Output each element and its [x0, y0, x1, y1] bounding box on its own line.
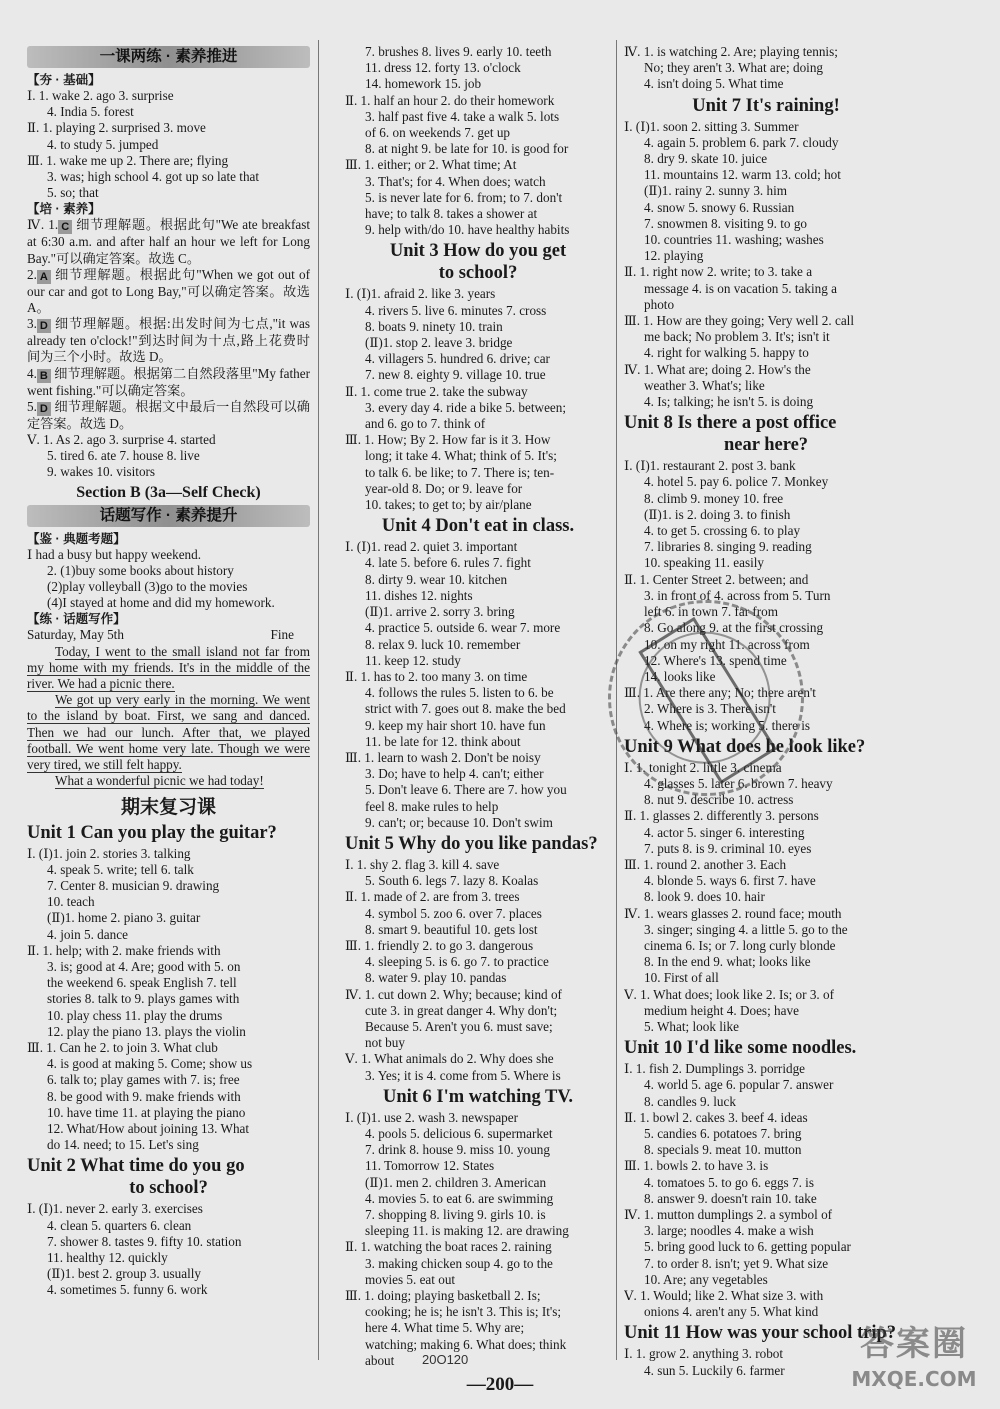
answer-line: 10. countries 11. washing; washes: [644, 232, 824, 248]
answer-line: Ⅲ. 1. wake me up 2. There are; flying: [27, 152, 229, 168]
answer-line: (Ⅱ)1. is 2. doing 3. to finish: [644, 506, 791, 522]
unit-3-title: Unit 3 How do you get: [389, 241, 567, 262]
answer-line: 3. in front of 4. across from 5. Turn: [644, 587, 831, 603]
unit-10-answers: [624, 1061, 908, 1320]
answer-line: Ⅱ. 1. watching the boat races 2. raining: [345, 1239, 552, 1255]
answer-line: of 6. on weekends 7. get up: [365, 125, 511, 141]
answer-line: Ⅴ. 1. As 2. ago 3. surprise 4. started: [27, 432, 216, 448]
answer-line: (Ⅱ)1. arrive 2. sorry 3. bring: [365, 604, 515, 620]
answer-line: 9. help with/do 10. have healthy habits: [365, 222, 570, 238]
answer-line: 10. speaking 11. easily: [644, 555, 765, 571]
unit-4-title: Unit 4 Don't eat in class.: [381, 516, 575, 537]
essay-text: We got up very early in the morning. We went to the island by boat. First, we sang and danced. Then we had our lunch. After that, we played football. We went home very late. Though we were very tired, we still felt happy.: [27, 692, 310, 773]
answer-line: 8. answer 9. doesn't rain 10. take: [644, 1190, 817, 1206]
answer-line: 5. bring good luck to 6. getting popular: [644, 1239, 851, 1255]
essay-text: What a wonderful picnic we had today!: [55, 773, 264, 789]
answer-line: medium height 4. Does; have: [644, 1002, 799, 1018]
answer-line: Ⅰ. 1. fish 2. Dumplings 3. porridge: [624, 1061, 806, 1077]
answer-line: 4. rivers 5. live 6. minutes 7. cross: [365, 302, 547, 318]
answer-line: Ⅳ. 1. is watching 2. Are; playing tennis;: [624, 44, 838, 59]
answer-line: stories 8. talk to 9. plays games with: [47, 991, 240, 1007]
answer-line: 4. snow 5. snowy 6. Russian: [644, 199, 795, 215]
answer-line: 11. healthy 12. quickly: [47, 1249, 168, 1265]
answer-line: Ⅰ. (Ⅰ)1. join 2. stories 3. talking: [27, 845, 191, 861]
answer-line: Ⅲ. 1. learn to wash 2. Don't be noisy: [345, 749, 541, 765]
review-title: 期末复习课: [120, 795, 216, 818]
answer-line: Ⅱ. 1. made of 2. are from 3. trees: [345, 889, 520, 905]
watermark-logo: [834, 1322, 994, 1402]
answer-line: (4)I stayed at home and did my homework.: [47, 595, 275, 611]
answer-line: 4. to study 5. jumped: [47, 136, 159, 152]
answer-line: Ⅰ. (Ⅰ)1. read 2. quiet 3. important: [345, 539, 518, 555]
answer-line: (Ⅱ)1. best 2. group 3. usually: [47, 1266, 202, 1282]
answer-line: 8. In the end 9. what; looks like: [644, 954, 811, 970]
answer-line: 3. large; noodles 4. make a wish: [644, 1223, 814, 1239]
diary-weather: Fine: [270, 627, 294, 643]
answer-box: D: [37, 319, 51, 333]
unit-6-title: Unit 6 I'm watching TV.: [382, 1086, 573, 1107]
answer-line: 7. shopping 8. living 9. girls 10. is: [365, 1207, 546, 1222]
answer-line: 10. First of all: [644, 970, 719, 986]
answer-line: 4. is good at making 5. Come; show us: [47, 1056, 253, 1072]
answer-box: A: [37, 270, 51, 284]
answer-line: cinema 6. Is; or 7. long curly blonde: [644, 937, 836, 953]
unit-11-title: Unit 11 How was your school trip?: [624, 1323, 897, 1344]
unit-6-answers: [345, 1110, 611, 1369]
exam-label: 【鉴 · 典题考题】: [27, 531, 126, 546]
answer-line: 5. tired 6. ate 7. house 8. live: [47, 448, 200, 464]
unit-2-title-cont: to school?: [129, 1178, 208, 1199]
answer-line: message 4. is on vacation 5. taking a: [644, 280, 838, 296]
answer-line: 4. movies 5. to eat 6. are swimming: [365, 1190, 554, 1206]
answer-line: Ⅰ. 1. tonight 2. little 3. cinema: [624, 759, 782, 775]
answer-line: 10. takes; to get to; by air/plane: [365, 497, 532, 513]
answer-line: year-old 8. Do; or 9. leave for: [365, 480, 523, 496]
section-b-title: Section B (3a—Self Check): [76, 483, 261, 501]
answer-line: 10. on my right 11. across from: [644, 636, 810, 652]
q-explanation: 细节理解题。根据此句"We ate breakfast at 6:30 a.m. and after half an hour we left for Long Bay."可以确定答案。故选 C。: [27, 217, 310, 266]
unit-2-answers-cont: [345, 44, 611, 238]
reading-q4: [27, 366, 310, 399]
answer-line: 7. new 8. eighty 9. village 10. true: [365, 367, 546, 383]
answer-line: 3. half past five 4. take a walk 5. lots: [365, 108, 560, 124]
answer-line: 14. homework 15. job: [365, 76, 482, 92]
unit-1-answers: [27, 846, 310, 1154]
section-bar-writing: 话题写作 · 素养提升: [27, 505, 310, 527]
answer-line: about: [365, 1352, 395, 1368]
answer-line: Ⅴ. 1. What does; look like 2. Is; or 3. of: [624, 986, 834, 1002]
essay-paragraph-1: [27, 644, 310, 693]
answer-line: 4. late 5. before 6. rules 7. fight: [365, 555, 531, 571]
cultivate-label: 【培 · 素养】: [27, 202, 101, 217]
practice-label: 【练 · 话题写作】: [27, 612, 126, 627]
answer-line: sleeping 11. is making 12. are drawing: [365, 1223, 569, 1239]
answer-line: 4. sometimes 5. funny 6. work: [47, 1282, 208, 1298]
answer-line: Ⅰ. (Ⅰ)1. never 2. early 3. exercises: [27, 1201, 203, 1217]
page-number: —200—: [466, 1374, 534, 1395]
answer-line: Ⅱ. 1. playing 2. surprised 3. move: [27, 120, 206, 136]
answer-line: 8. look 9. does 10. hair: [644, 889, 765, 905]
answer-line: 8. climb 9. money 10. free: [644, 490, 784, 506]
answer-line: not buy: [365, 1035, 405, 1051]
answer-line: onions 4. aren't any 5. What kind: [644, 1304, 819, 1320]
unit-3-title-cont: to school?: [438, 263, 518, 284]
answer-line: 7. drink 8. house 9. miss 10. young: [365, 1142, 550, 1158]
answer-line: 8. nut 9. describe 10. actress: [644, 792, 794, 808]
answer-line: 7. Center 8. musician 9. drawing: [47, 877, 220, 893]
answer-line: Ⅰ had a busy but happy weekend.: [27, 546, 202, 562]
answer-line: Because 5. Aren't you 6. must save;: [365, 1018, 553, 1034]
answer-line: Ⅳ. 1. mutton dumplings 2. a symbol of: [624, 1207, 833, 1222]
answer-line: 3. every day 4. ride a bike 5. between;: [365, 399, 567, 415]
unit-2-answers: [27, 1201, 310, 1298]
diary-date: Saturday, May 5th: [27, 627, 124, 643]
answer-line: weather 3. What's; like: [644, 377, 765, 393]
unit-2-title: Unit 2 What time do you go: [27, 1156, 245, 1177]
answer-line: 11. be late for 12. think about: [365, 733, 521, 749]
answer-line: 12. playing: [644, 248, 704, 264]
reading-q5: [27, 399, 310, 432]
unit-9-title: Unit 9 What does he look like?: [624, 736, 866, 757]
answer-line: cooking; he is; he isn't 3. This is; It's;: [365, 1304, 562, 1320]
q-explanation: 细节理解题。根据此句"When we got out of our car and got to Long Bay,"可以确定答案。故选 A。: [27, 266, 310, 316]
answer-line: 3. Yes; it is 4. come from 5. Where is: [365, 1067, 561, 1083]
answer-line: 4. Is; talking; he isn't 5. is doing: [644, 394, 814, 410]
answer-line: (Ⅱ)1. rainy 2. sunny 3. him: [644, 183, 788, 199]
answer-line: 4. actor 5. singer 6. interesting: [644, 824, 805, 840]
unit-9-answers: [624, 760, 908, 1035]
answer-line: 11. dress 12. forty 13. o'clock: [365, 60, 521, 76]
answer-line: 3. Do; have to help 4. can't; either: [365, 766, 544, 782]
answer-line: the weekend 6. speak English 7. tell: [47, 975, 237, 991]
answer-line: 12. play the piano 13. plays the violin: [47, 1023, 246, 1039]
answer-line: 4. blonde 5. ways 6. first 7. have: [644, 873, 816, 889]
answer-line: 8. dirty 9. wear 10. kitchen: [365, 571, 508, 587]
unit-5-title: Unit 5 Why do you like pandas?: [345, 833, 598, 854]
answer-line: (Ⅱ)1. men 2. children 3. American: [365, 1174, 547, 1190]
answer-line: 11. mountains 12. warm 13. cold; hot: [644, 167, 841, 183]
answer-line: (2)play volleyball (3)go to the movies: [47, 579, 248, 595]
unit-5-answers: [345, 857, 611, 1084]
answer-line: 5. Don't leave 6. There are 7. how you: [365, 782, 567, 798]
answer-line: Ⅳ. 1. What are; doing 2. How's the: [624, 361, 811, 377]
q-explanation: 细节理解题。根据文中最后一自然段可以确定答案。故选 D。: [27, 398, 310, 431]
answer-box: C: [58, 220, 72, 234]
unit-10-title: Unit 10 I'd like some noodles.: [624, 1038, 857, 1059]
answer-line: 8. at night 9. be late for 10. is good for: [365, 141, 569, 157]
answer-line: 4. symbol 5. zoo 6. over 7. places: [365, 905, 542, 921]
answer-line: Ⅴ. 1. Would; like 2. What size 3. with: [624, 1288, 824, 1304]
answer-line: 7. brushes 8. lives 9. early 10. teeth: [365, 44, 552, 59]
answer-line: Ⅲ. 1. friendly 2. to go 3. dangerous: [345, 937, 534, 953]
answer-line: 4. hotel 5. pay 6. police 7. Monkey: [644, 474, 829, 490]
answer-line: 4. glasses 5. later 6. brown 7. heavy: [644, 775, 833, 791]
answer-line: (Ⅱ)1. home 2. piano 3. guitar: [47, 910, 201, 926]
answer-line: 4. sun 5. Luckily 6. farmer: [644, 1362, 785, 1378]
answer-line: 4. India 5. forest: [47, 104, 134, 120]
answer-line: do 14. need; to 15. Let's sing: [47, 1137, 199, 1153]
answer-line: Ⅴ. 1. What animals do 2. Why does she: [345, 1051, 554, 1067]
q-explanation: 细节理解题。根据第二自然段落里"My father went fishing."可以确定答案。: [27, 365, 310, 398]
answer-line: 3. That's; for 4. When does; watch: [365, 173, 546, 189]
answer-box: D: [37, 402, 51, 416]
answer-line: (Ⅱ)1. stop 2. leave 3. bridge: [365, 335, 513, 351]
answer-line: 8. boats 9. ninety 10. train: [365, 318, 503, 334]
footer-code: 20O120: [422, 1352, 469, 1367]
unit-7-answers: [624, 119, 908, 411]
answer-line: 2. Where is 3. There isn't: [644, 701, 776, 717]
answer-line: Ⅱ. 1. glasses 2. differently 3. persons: [624, 808, 819, 824]
answer-line: long; it take 4. What; think of 5. It's;: [365, 448, 557, 464]
answer-line: photo: [644, 296, 675, 312]
answer-line: here 4. What time 5. Why are;: [365, 1320, 525, 1336]
answer-line: 8. specials 9. meat 10. mutton: [644, 1142, 802, 1158]
answer-line: 4. Where is; working 5. there is: [644, 717, 811, 733]
answer-line: 5. is never late for 6. from; to 7. don't: [365, 189, 563, 205]
answer-line: 12. What/How about joining 13. What: [47, 1120, 250, 1136]
answer-line: Ⅱ. 1. help; with 2. make friends with: [27, 942, 221, 958]
unit-8-title-cont: near here?: [723, 435, 809, 456]
q-number: 3.: [27, 316, 37, 332]
answer-line: 8. relax 9. luck 10. remember: [365, 636, 521, 652]
answer-line: 10. teach: [47, 894, 95, 910]
answer-line: 11. Tomorrow 12. States: [365, 1158, 495, 1174]
answer-line: to talk 6. be like; to 7. There is; ten-: [365, 464, 555, 480]
essay-paragraph-3: [27, 773, 310, 789]
answer-line: 9. wakes 10. visitors: [47, 464, 156, 480]
answer-line: Ⅳ. 1. wears glasses 2. round face; mouth: [624, 905, 842, 921]
unit-6-answers-cont: [624, 44, 908, 93]
answer-line: 4. again 5. problem 6. park 7. cloudy: [644, 134, 839, 150]
answer-line: 8. water 9. play 10. pandas: [365, 970, 507, 986]
answer-line: Ⅱ. 1. has to 2. too many 3. on time: [345, 668, 528, 684]
answer-line: 11. keep 12. study: [365, 652, 461, 668]
answer-line: Ⅲ. 1. How are they going; Very well 2. call: [624, 313, 855, 329]
answer-line: Ⅱ. 1. bowl 2. cakes 3. beef 4. ideas: [624, 1109, 808, 1125]
answer-line: movies 5. eat out: [365, 1271, 456, 1287]
answer-line: 8. candles 9. luck: [644, 1093, 736, 1109]
reading-q1: [27, 217, 310, 266]
answer-line: 7. shower 8. tastes 9. fifty 10. station: [47, 1233, 242, 1249]
answer-line: 4. to get 5. crossing 6. to play: [644, 523, 801, 539]
basic-answers: [27, 88, 310, 201]
answer-line: 14. looks like: [644, 668, 716, 684]
answer-line: 4. right for walking 5. happy to: [644, 345, 809, 361]
answer-line: Ⅱ. 1. half an hour 2. do their homework: [345, 92, 555, 108]
answer-line: Ⅰ. (Ⅰ)1. use 2. wash 3. newspaper: [345, 1109, 519, 1125]
answer-line: Ⅳ. 1. cut down 2. Why; because; kind of: [345, 986, 562, 1002]
answer-line: 10. play chess 11. play the drums: [47, 1007, 223, 1023]
watermark-text: 答案圈: [860, 1324, 968, 1364]
answer-line: Ⅲ. 1. round 2. another 3. Each: [624, 856, 787, 872]
answer-line: 4. practice 5. outside 6. wear 7. more: [365, 620, 561, 636]
answer-line: Ⅰ. (Ⅰ)1. restaurant 2. post 3. bank: [624, 458, 796, 474]
answer-line: left 6. in town 7. far from: [644, 604, 779, 620]
answer-line: 10. Are; any vegetables: [644, 1271, 768, 1287]
answer-line: 3. was; high school 4. got up so late that: [47, 169, 260, 185]
vocab-answers: [27, 432, 310, 481]
answer-line: 3. singer; singing 4. a little 5. go to the: [644, 921, 848, 937]
answer-line: 4. join 5. dance: [47, 926, 128, 942]
column-divider-left: [318, 40, 319, 1360]
unit-1-title: Unit 1 Can you play the guitar?: [27, 822, 277, 843]
answer-line: 5. candies 6. potatoes 7. bring: [644, 1125, 802, 1141]
column-2: [345, 44, 611, 1369]
answer-line: 11. dishes 12. nights: [365, 587, 473, 603]
answer-line: 6. talk to; play games with 7. is; free: [47, 1072, 240, 1088]
q-number: Ⅳ. 1.: [27, 217, 59, 233]
answer-line: 2. (1)buy some books about history: [47, 562, 234, 578]
section-bar-practice: 一课两练 · 素养推进: [27, 46, 310, 68]
answer-line: strict with 7. goes out 8. make the bed: [365, 701, 566, 717]
answer-line: 4. follows the rules 5. listen to 6. be: [365, 685, 554, 701]
basic-label: 【夯 · 基础】: [27, 73, 101, 87]
watermark-url: MXQE.COM: [851, 1367, 977, 1391]
essay-paragraph-2: [27, 692, 310, 773]
answer-line: Ⅲ. 1. either; or 2. What time; At: [345, 157, 517, 173]
answer-line: 10. have time 11. at playing the piano: [47, 1104, 246, 1120]
answer-line: 7. libraries 8. singing 9. reading: [644, 539, 812, 555]
answer-line: and 6. go to 7. think of: [365, 416, 486, 432]
answer-line: 4. pools 5. delicious 6. supermarket: [365, 1125, 553, 1141]
unit-3-answers: [345, 286, 611, 513]
answer-line: 9. can't; or; because 10. Don't swim: [365, 814, 553, 830]
answer-line: Ⅰ. (Ⅰ)1. afraid 2. like 3. years: [345, 286, 496, 302]
answer-line: 7. snowmen 8. visiting 9. to go: [644, 215, 808, 231]
answer-line: Ⅰ. 1. wake 2. ago 3. surprise: [27, 88, 174, 103]
answer-line: 4. sleeping 5. is 6. go 7. to practice: [365, 954, 549, 970]
answer-line: me back; No problem 3. It's; isn't it: [644, 329, 830, 345]
answer-line: Ⅱ. 1. come true 2. take the subway: [345, 383, 528, 399]
answer-line: Ⅲ. 1. How; By 2. How far is it 3. How: [345, 432, 551, 448]
answer-line: 8. Go along 9. at the first crossing: [644, 620, 824, 636]
answer-line: Ⅲ. 1. Can he 2. to join 3. What club: [27, 1039, 218, 1055]
answer-line: Ⅰ. 1. grow 2. anything 3. robot: [624, 1346, 784, 1362]
answer-line: Ⅲ. 1. bowls 2. to have 3. is: [624, 1158, 769, 1174]
answer-line: 12. Where's 13. spend time: [644, 652, 787, 668]
answer-line: 4. speak 5. write; tell 6. talk: [47, 861, 194, 877]
answer-line: 8. be good with 9. make friends with: [47, 1088, 241, 1104]
answer-line: cute 3. in great danger 4. Why don't;: [365, 1002, 558, 1018]
answer-line: 5. What; look like: [644, 1018, 739, 1034]
unit-7-title: Unit 7 It's raining!: [692, 95, 840, 116]
unit-8-title: Unit 8 Is there a post office: [624, 413, 837, 434]
answer-box: B: [37, 369, 51, 383]
reading-q3: [27, 316, 310, 365]
unit-4-answers: [345, 539, 611, 831]
answer-line: 9. keep my hair short 10. have fun: [365, 717, 546, 733]
answer-line: 4. world 5. age 6. popular 7. answer: [644, 1077, 834, 1093]
q-explanation: 细节理解题。根据:出发时间为七点,"it was already ten o'clock!"到达时间为十点,路上花费时间为三个小时。故选 D。: [27, 316, 310, 365]
q-number: 4.: [27, 365, 37, 381]
answer-line: 4. clean 5. quarters 6. clean: [47, 1217, 192, 1233]
answer-line: Ⅲ. 1. doing; playing basketball 2. Is;: [345, 1288, 541, 1304]
answer-line: have; to talk 8. takes a shower at: [365, 206, 538, 222]
answer-line: 4. villagers 5. hundred 6. drive; car: [365, 351, 550, 367]
answer-line: 3. making chicken soup 4. go to the: [365, 1255, 553, 1271]
answer-line: Ⅱ. 1. Center Street 2. between; and: [624, 571, 809, 587]
answer-line: 5. so; that: [47, 185, 99, 201]
exam-answers: [27, 547, 310, 612]
answer-line: 7. to order 8. isn't; yet 9. What size: [644, 1255, 829, 1271]
answer-line: 5. South 6. legs 7. lazy 8. Koalas: [365, 873, 539, 889]
answer-line: Ⅲ. 1. Are there any; No; there aren't: [624, 685, 816, 701]
answer-line: feel 8. make rules to help: [365, 798, 499, 814]
diary-header: [27, 627, 310, 643]
answer-line: 8. smart 9. beautiful 10. gets lost: [365, 921, 538, 937]
answer-line: 7. puts 8. is 9. criminal 10. eyes: [644, 840, 812, 856]
q-number: 2.: [27, 266, 37, 282]
answer-line: 4. isn't doing 5. What time: [644, 76, 784, 92]
answer-line: Ⅰ. 1. shy 2. flag 3. kill 4. save: [345, 856, 500, 872]
answer-line: Ⅱ. 1. right now 2. write; to 3. take a: [624, 264, 813, 280]
answer-line: 4. tomatoes 5. to go 6. eggs 7. is: [644, 1174, 814, 1190]
column-1: [27, 44, 310, 1299]
reading-q2: [27, 267, 310, 316]
essay-text: Today, I went to the small island not far from my home with my friends. It's in the middle of the river. We had a picnic there.: [27, 643, 310, 692]
answer-line: watching; making 6. What does; think: [365, 1336, 567, 1352]
q-number: 5.: [27, 398, 37, 414]
answer-line: Ⅰ. (Ⅰ)1. soon 2. sitting 3. Summer: [624, 118, 799, 134]
answer-line: 8. dry 9. skate 10. juice: [644, 151, 768, 167]
answer-line: 3. is; good at 4. Are; good with 5. on: [47, 958, 241, 974]
answer-line: No; they aren't 3. What are; doing: [644, 60, 824, 76]
